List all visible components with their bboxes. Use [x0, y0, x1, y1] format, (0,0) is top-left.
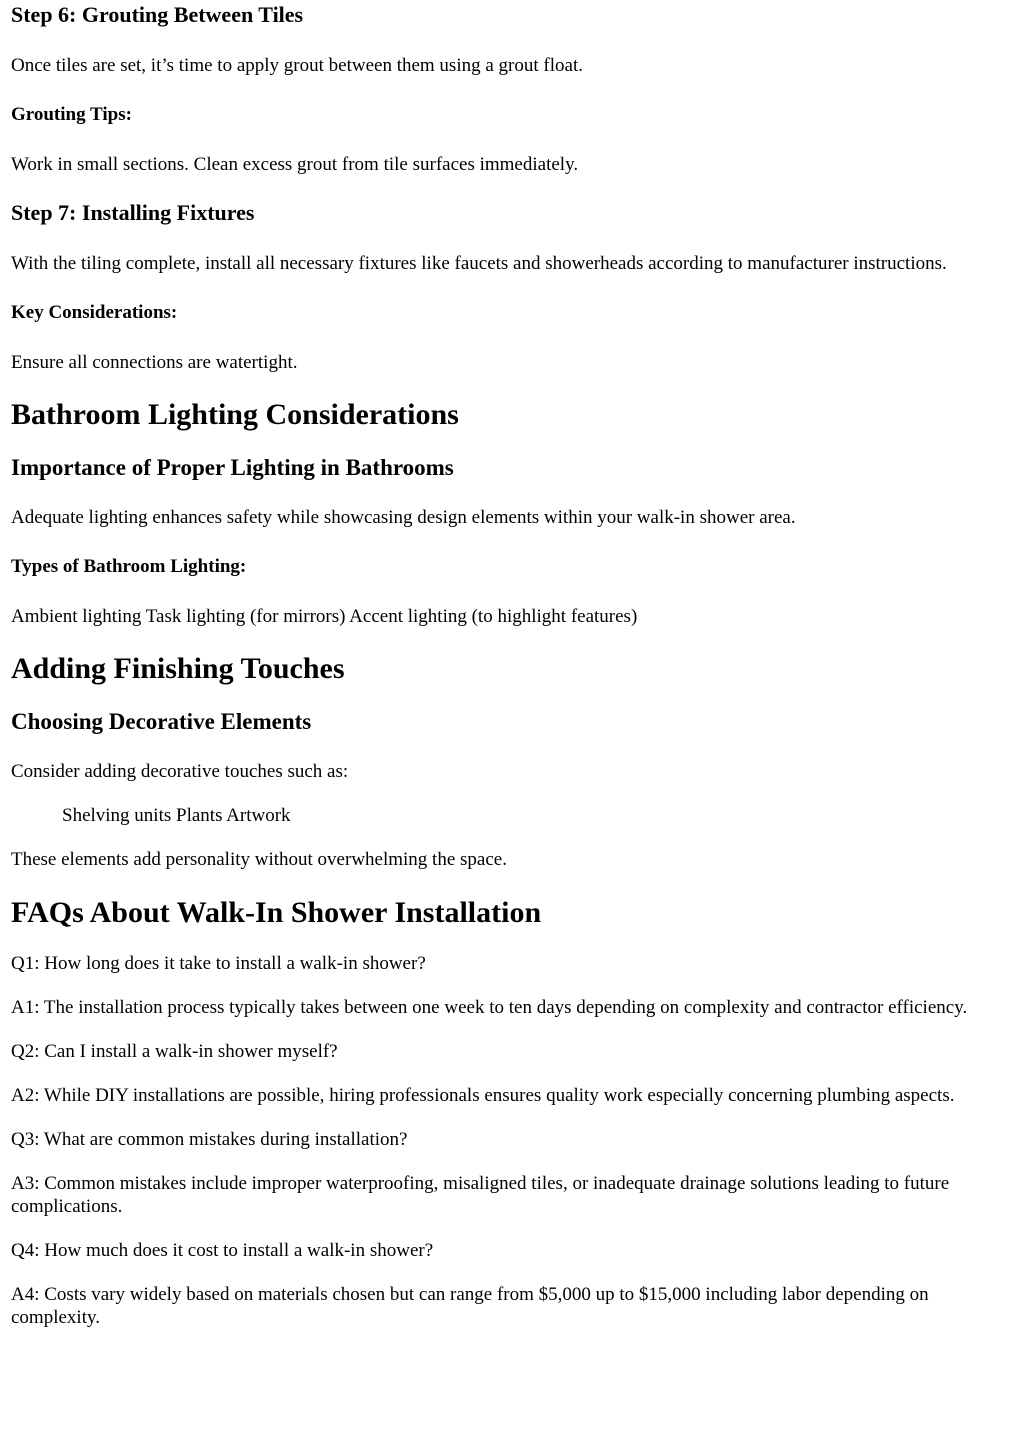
finishing-intro: Consider adding decorative touches such as: [11, 761, 349, 782]
step7-considerations-heading: Key Considerations: [11, 302, 178, 323]
lighting-types-text: Ambient lighting Task lighting (for mirrors) Accent lighting (to highlight features) [11, 606, 638, 627]
faq-question: Q1: How long does it take to install a walk-in shower? [11, 953, 426, 974]
faq-question: Q3: What are common mistakes during installation? [11, 1129, 408, 1150]
faq-question: Q2: Can I install a walk-in shower myself? [11, 1041, 338, 1062]
step6-tips-text: Work in small sections. Clean excess grout from tile surfaces immediately. [11, 154, 579, 175]
lighting-types-heading: Types of Bathroom Lighting: [11, 556, 247, 577]
lighting-intro: Adequate lighting enhances safety while showcasing design elements within your walk-in shower area. [11, 507, 796, 528]
finishing-subheading: Choosing Decorative Elements [11, 709, 312, 734]
step6-tips-heading: Grouting Tips: [11, 104, 132, 125]
finishing-list: Shelving units Plants Artwork [62, 805, 291, 826]
lighting-subheading: Importance of Proper Lighting in Bathrooms [11, 455, 454, 480]
step7-heading: Step 7: Installing Fixtures [11, 200, 255, 225]
step6-heading: Step 6: Grouting Between Tiles [11, 2, 304, 27]
faq-question: Q4: How much does it cost to install a walk-in shower? [11, 1240, 434, 1261]
step7-intro: With the tiling complete, install all necessary fixtures like faucets and showerheads according to manufacturer instructions. [11, 253, 947, 274]
step7-considerations-text: Ensure all connections are watertight. [11, 352, 298, 373]
faq-answer: A4: Costs vary widely based on materials chosen but can range from $5,000 up to $15,000 including labor depending on complexity. [11, 1284, 929, 1328]
faq-answer: A3: Common mistakes include improper waterproofing, misaligned tiles, or inadequate drainage solutions leading to future complications. [11, 1173, 950, 1217]
faqs-heading: FAQs About Walk-In Shower Installation [11, 896, 542, 929]
lighting-heading: Bathroom Lighting Considerations [11, 398, 459, 431]
finishing-outro: These elements add personality without overwhelming the space. [11, 849, 507, 870]
finishing-heading: Adding Finishing Touches [11, 652, 345, 685]
step6-intro: Once tiles are set, it’s time to apply grout between them using a grout float. [11, 55, 583, 76]
faq-answer: A1: The installation process typically takes between one week to ten days depending on complexity and contractor efficiency. [11, 997, 968, 1018]
faq-answer: A2: While DIY installations are possible, hiring professionals ensures quality work especially concerning plumbing aspects. [11, 1085, 955, 1106]
